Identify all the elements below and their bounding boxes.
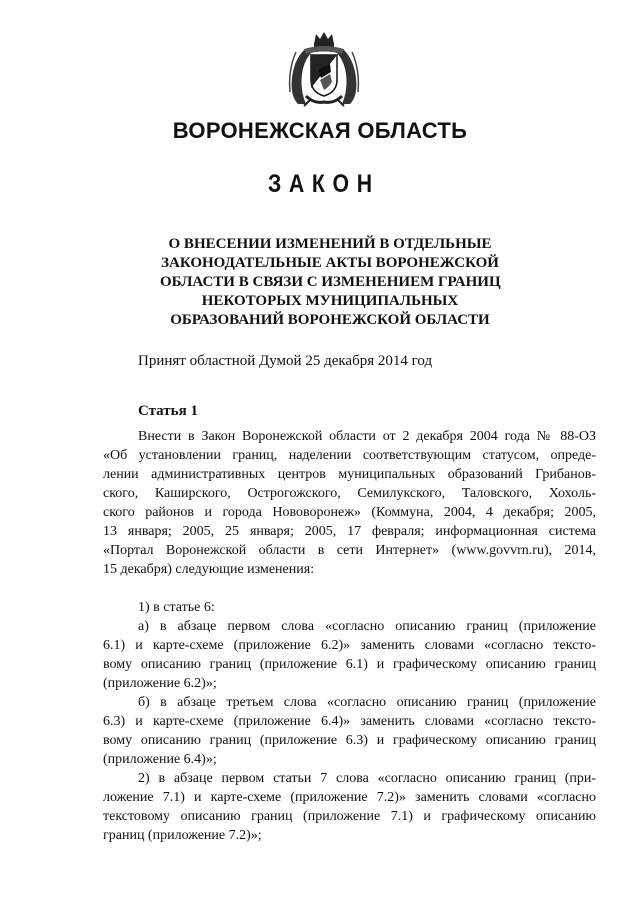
body-line: 2) в абзаце первом статьи 7 слова «согласно описанию границ (при-	[138, 771, 596, 786]
law-title-line: ОБРАЗОВАНИЙ ВОРОНЕЖСКОЙ ОБЛАСТИ	[170, 312, 490, 328]
law-title-line: ОБЛАСТИ В СВЯЗИ С ИЗМЕНЕНИЕМ ГРАНИЦ	[160, 274, 501, 290]
body-line: 6.3) и карте-схеме (приложение 6.4)» заменить словами «согласно тексто-	[103, 714, 596, 729]
law-title-line: ЗАКОНОДАТЕЛЬНЫЕ АКТЫ ВОРОНЕЖСКОЙ	[161, 255, 499, 271]
body-line: 15 декабря) следующие изменения:	[103, 562, 315, 577]
body-line: (приложение 6.2)»;	[103, 676, 217, 691]
body-line: «Портал Воронежской области в сети Интернет» (www.govvrn.ru), 2014,	[103, 543, 596, 558]
adoption-note: Принят областной Думой 25 декабря 2014 год	[138, 353, 433, 369]
body-line: «Об установлении границ, наделении соответствующим статусом, опреде-	[103, 448, 596, 463]
article-body	[103, 427, 596, 845]
body-line: вому описанию границ (приложение 6.3) и графическому описанию границ	[103, 733, 596, 748]
body-line: а) в абзаце первом слова «согласно описанию границ (приложение	[138, 619, 596, 634]
body-line: Внести в Закон Воронежской области от 2 декабря 2004 года № 88-ОЗ	[138, 429, 596, 444]
law-title-line: НЕКОТОРЫХ МУНИЦИПАЛЬНЫХ	[201, 293, 459, 309]
body-line: вому описанию границ (приложение 6.1) и графическому описанию границ	[103, 657, 596, 672]
item-label: 1) в статье 6:	[138, 600, 215, 615]
region-name: ВОРОНЕЖСКАЯ ОБЛАСТЬ	[172, 118, 468, 143]
body-line: текстовому описанию границ (приложение 7.1) и графическому описанию	[103, 809, 596, 824]
article-heading: Статья 1	[138, 403, 198, 419]
body-line: лении административных центров муниципальных образований Грибанов-	[103, 467, 596, 482]
body-line: б) в абзаце третьем слова «согласно описанию границ (приложение	[138, 695, 596, 710]
coat-of-arms-icon	[284, 30, 364, 110]
law-title	[160, 235, 500, 330]
body-line: 6.1) и карте-схеме (приложение 6.2)» заменить словами «согласно тексто-	[103, 638, 596, 653]
body-line: (приложение 6.4)»;	[103, 752, 217, 767]
body-line: границ (приложение 7.2)»;	[103, 828, 262, 843]
body-line: ского, Каширского, Острогожского, Семилукского, Таловского, Хохоль-	[103, 486, 596, 501]
law-title-line: О ВНЕСЕНИИ ИЗМЕНЕНИЙ В ОТДЕЛЬНЫЕ	[168, 236, 492, 252]
body-line: ложение 7.1) и карте-схеме (приложение 7.2)» заменить словами «согласно	[103, 790, 596, 805]
body-line: 13 января; 2005, 25 января; 2005, 17 февраля; информационная система	[103, 524, 596, 539]
document-type: ЗАКОН	[267, 170, 380, 198]
body-line: ского районов и города Нововоронеж» (Коммуна, 2004, 4 декабря; 2005,	[103, 505, 596, 520]
